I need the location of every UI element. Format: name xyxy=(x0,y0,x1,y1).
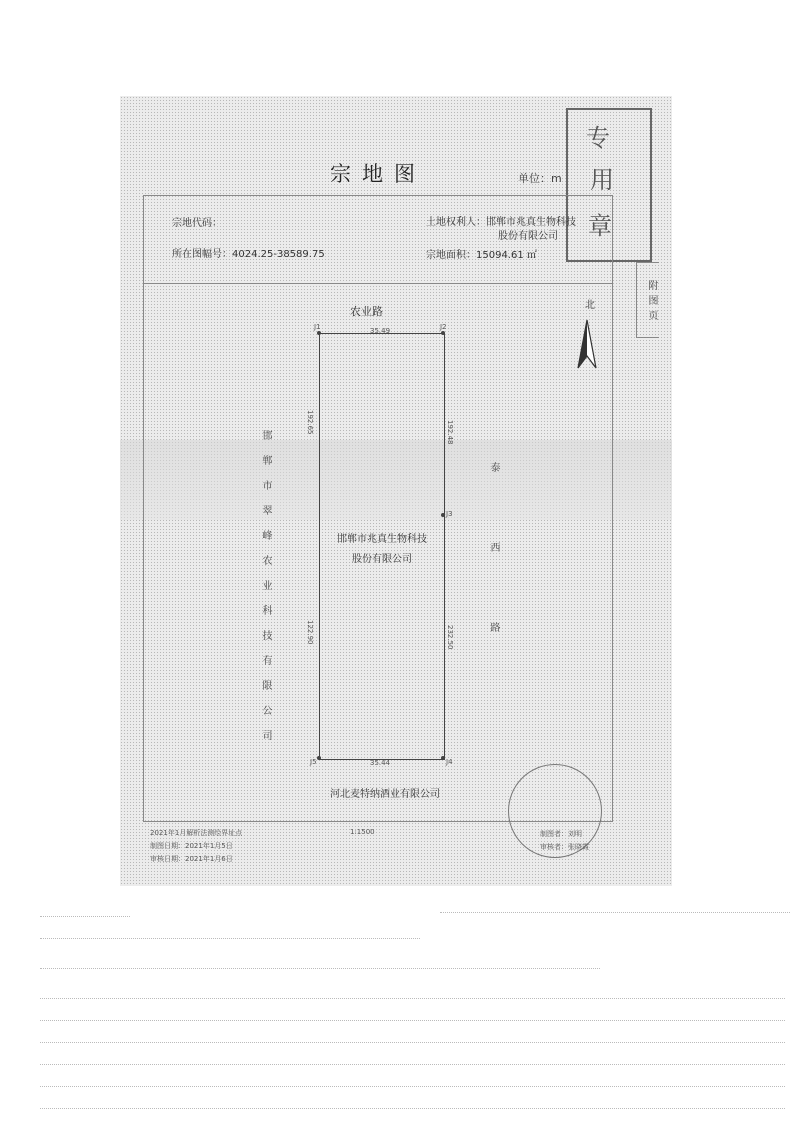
point-label: J3 xyxy=(446,510,453,518)
boundary-point xyxy=(441,756,445,760)
survey-method: 2021年1月解析法测绘界址点 xyxy=(150,829,243,837)
map-sheet-field: 所在图幅号：4024.25-38589.75 xyxy=(172,249,325,260)
boundary-point xyxy=(317,756,321,760)
dimension-bottom: 35.44 xyxy=(370,759,391,767)
reviewer-label: 审核者：张晓霞 xyxy=(540,843,589,851)
scan-noise xyxy=(40,1042,785,1043)
north-road-label: 农业路 xyxy=(350,305,383,318)
scan-noise xyxy=(440,912,790,913)
scan-noise xyxy=(40,938,420,939)
attachment-page-label: 附图页 xyxy=(636,262,659,338)
scan-noise xyxy=(40,1086,785,1087)
unit-label: 单位：m xyxy=(518,172,562,185)
draw-date: 制图日期：2021年1月5日 xyxy=(150,842,233,850)
point-label: J1 xyxy=(314,323,321,331)
official-stamp: 专 用 章 xyxy=(566,108,652,262)
page-title: 宗地图 xyxy=(330,162,426,186)
boundary-point xyxy=(317,331,321,335)
point-label: J5 xyxy=(310,758,317,766)
drawer-label: 制图者：刘明 xyxy=(540,830,582,838)
scan-noise xyxy=(40,998,785,999)
dimension-top: 35.49 xyxy=(370,327,391,335)
boundary-point xyxy=(441,331,445,335)
dimension-right-lower: 232.50 xyxy=(446,625,454,650)
boundary-point xyxy=(441,513,445,517)
north-label: 北 xyxy=(585,300,595,311)
parcel-code-label: 宗地代码： xyxy=(172,218,222,229)
scan-noise xyxy=(40,916,130,917)
owner-field-line2: 股份有限公司 xyxy=(498,231,558,242)
north-arrow-icon xyxy=(576,318,598,370)
dimension-left-upper: 192.65 xyxy=(306,410,314,435)
review-date: 审核日期：2021年1月6日 xyxy=(150,855,233,863)
point-label: J4 xyxy=(446,758,453,766)
area-field: 宗地面积：15094.61 ㎡ xyxy=(426,250,537,261)
dimension-left-lower: 122.90 xyxy=(306,620,314,645)
parcel-owner-label: 邯郸市兆真生物科技 股份有限公司 xyxy=(337,534,427,565)
scan-noise xyxy=(40,1064,785,1065)
point-label: J2 xyxy=(440,323,447,331)
map-scale: 1:1500 xyxy=(350,828,375,836)
owner-field: 土地权利人：邯郸市兆真生物科技 xyxy=(426,217,576,228)
south-neighbor-label: 河北麦特纳酒业有限公司 xyxy=(330,789,440,800)
dimension-right-upper: 192.48 xyxy=(446,420,454,445)
scan-noise xyxy=(40,968,600,969)
west-neighbor-label: 邯郸市翠峰农业科技有限公司 xyxy=(260,430,271,755)
header-divider xyxy=(143,283,613,284)
scan-noise xyxy=(40,1020,785,1021)
scan-noise xyxy=(40,1108,785,1109)
east-road-label: 泰西路 xyxy=(488,462,499,702)
